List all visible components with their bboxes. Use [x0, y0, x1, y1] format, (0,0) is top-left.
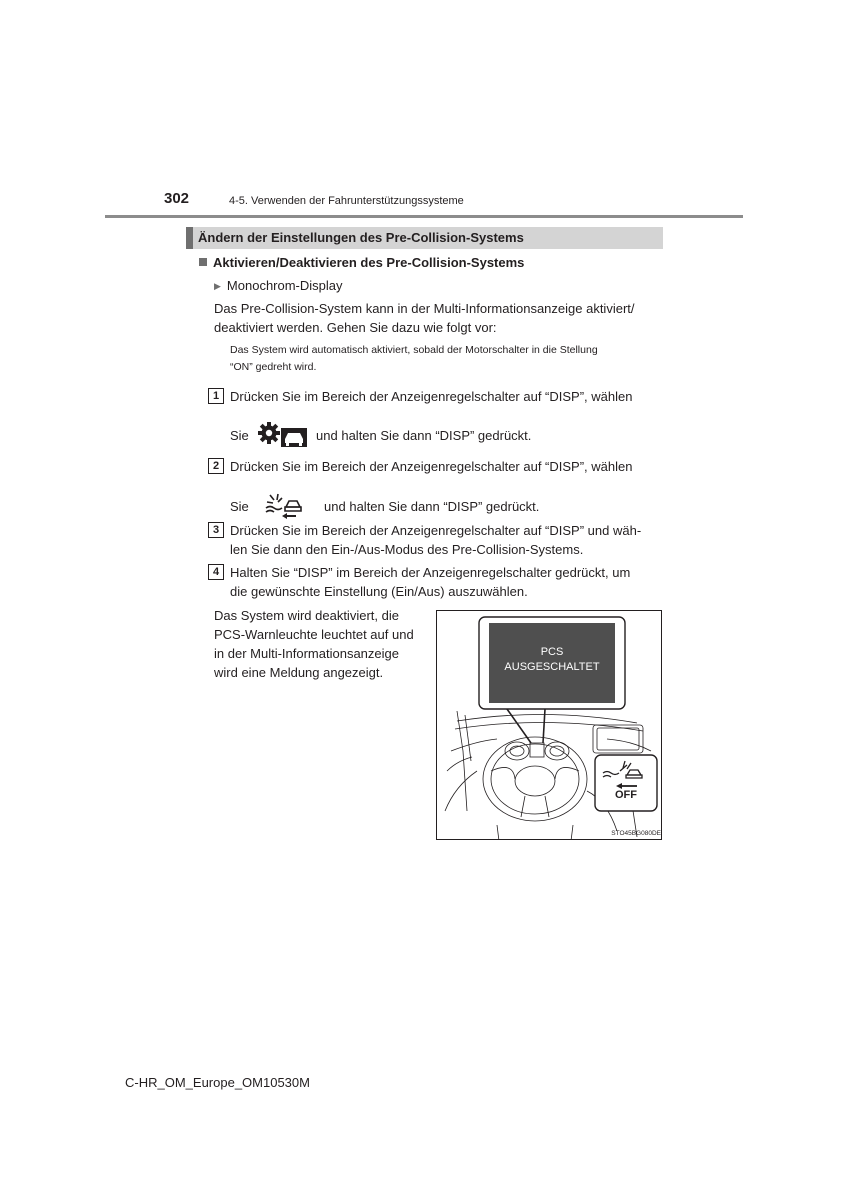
- note-line-2: “ON” gedreht wird.: [230, 361, 317, 373]
- step-number-3: 3: [208, 522, 224, 538]
- section-title-bar: [186, 227, 663, 249]
- step-4-text: [230, 563, 658, 601]
- step-2-suffix: und halten Sie dann “DISP” gedrückt.: [324, 499, 540, 514]
- step-3-line-1: Drücken Sie im Bereich der Anzeigenregelschalter auf “DISP” und wäh-: [230, 523, 642, 538]
- page-number: 302: [164, 190, 190, 207]
- figure-code: STO45BG080DE: [611, 830, 661, 837]
- triangle-bullet-icon: ▶: [214, 281, 221, 291]
- subsection-heading: [199, 255, 524, 270]
- step-3-line-2: len Sie dann den Ein-/Aus-Modus des Pre-Collision-Systems.: [230, 542, 584, 557]
- section-title: Ändern der Einstellungen des Pre-Collision-Systems: [198, 230, 524, 245]
- dashboard-illustration: [436, 610, 662, 840]
- result-line-4: wird eine Meldung angezeigt.: [214, 665, 384, 680]
- pcs-display-line-2: AUSGESCHALTET: [504, 661, 600, 673]
- square-bullet-icon: [199, 258, 207, 266]
- step-1-line-2: [230, 422, 531, 448]
- step-2-line-2: [230, 493, 539, 519]
- step-1-line-1: Drücken Sie im Bereich der Anzeigenregelschalter auf “DISP”, wählen: [230, 389, 633, 404]
- result-line-3: in der Multi-Informationsanzeige: [214, 646, 399, 661]
- result-paragraph: [214, 606, 424, 682]
- step-number-2: 2: [208, 458, 224, 474]
- pcs-display-line-1: PCS: [540, 646, 564, 658]
- result-line-1: Das System wird deaktiviert, die: [214, 608, 399, 623]
- display-type-bullet: [214, 278, 343, 293]
- section-accent: [186, 227, 193, 249]
- pre-collision-icon: [264, 493, 316, 519]
- result-line-2: PCS-Warnleuchte leuchtet auf und: [214, 627, 414, 642]
- step-number-4: 4: [208, 564, 224, 580]
- step-4-line-2: die gewünschte Einstellung (Ein/Aus) auszuwählen.: [230, 584, 528, 599]
- step-2-prefix: Sie: [230, 499, 249, 514]
- intro-line-2: deaktiviert werden. Gehen Sie dazu wie folgt vor:: [214, 320, 497, 335]
- note-line-1: Das System wird automatisch aktiviert, sobald der Motorschalter in die Stellung: [230, 344, 598, 356]
- pcs-off-warning-label: OFF: [615, 789, 637, 801]
- step-number-1: 1: [208, 388, 224, 404]
- step-3-text: [230, 521, 658, 559]
- settings-vehicle-icon: [258, 422, 308, 448]
- step-2-line-1: Drücken Sie im Bereich der Anzeigenregelschalter auf “DISP”, wählen: [230, 459, 633, 474]
- pcs-display-message: [489, 645, 615, 675]
- footer-document-code: C-HR_OM_Europe_OM10530M: [125, 1075, 310, 1090]
- step-1-suffix: und halten Sie dann “DISP” gedrückt.: [316, 428, 532, 443]
- intro-line-1: Das Pre-Collision-System kann in der Multi-Informationsanzeige aktiviert/: [214, 301, 635, 316]
- intro-paragraph: [214, 299, 658, 337]
- note-paragraph: [230, 342, 660, 376]
- subsection-title: Aktivieren/Deaktivieren des Pre-Collision-Systems: [213, 255, 525, 270]
- step-1-prefix: Sie: [230, 428, 249, 443]
- step-4-line-1: Halten Sie “DISP” im Bereich der Anzeigenregelschalter gedrückt, um: [230, 565, 631, 580]
- section-path: 4-5. Verwenden der Fahrunterstützungssysteme: [229, 195, 464, 207]
- display-type-label: Monochrom-Display: [226, 278, 343, 293]
- header-rule: [105, 215, 743, 218]
